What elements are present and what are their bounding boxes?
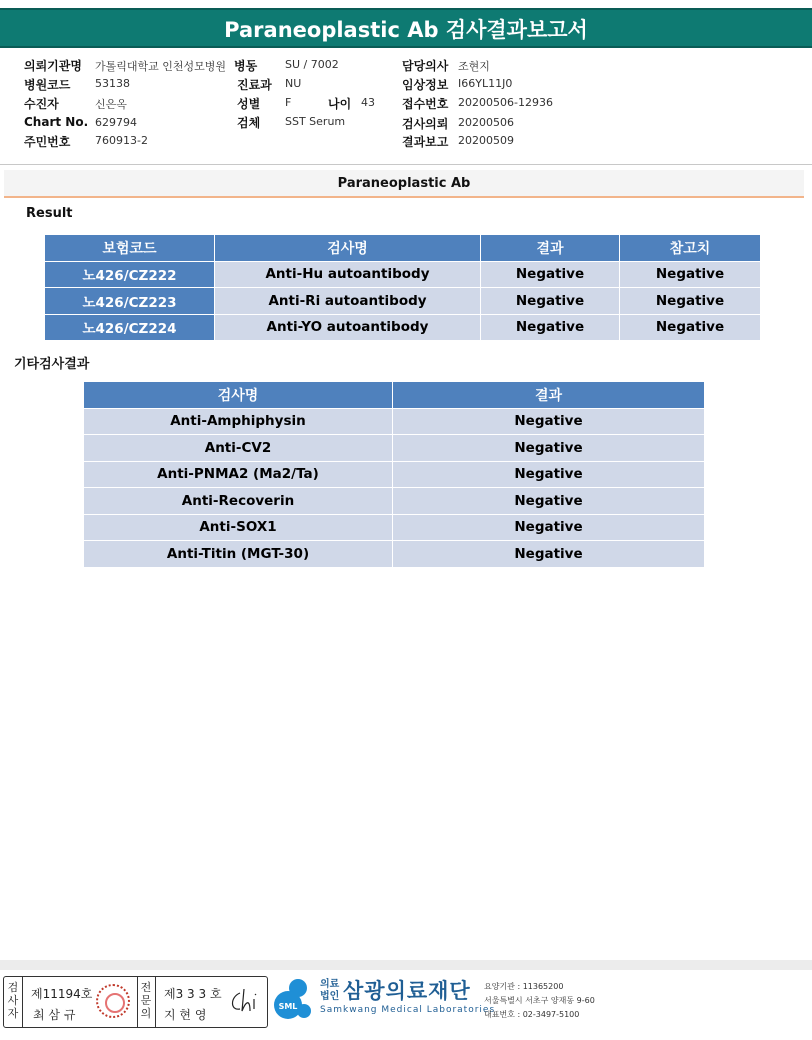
test-name: Anti-Recoverin (84, 488, 393, 515)
table-header-row (84, 382, 705, 409)
examiner-name: 최 삼 규 (33, 1008, 76, 1022)
test-name: Anti-Amphiphysin (84, 408, 393, 435)
age-value: 43 (361, 96, 375, 109)
test-result: Negative (393, 488, 705, 515)
hospital-code-label: 병원코드 (24, 78, 71, 92)
column-header: 검사명 (215, 235, 481, 262)
test-result: Negative (393, 541, 705, 568)
reference-value: Negative (620, 314, 761, 341)
divider (0, 164, 812, 165)
test-result: Negative (393, 435, 705, 462)
table-row (84, 408, 705, 435)
table-row (84, 541, 705, 568)
test-name: Anti-SOX1 (84, 514, 393, 541)
doctor-value: 조현지 (458, 60, 490, 73)
table-row (45, 288, 761, 315)
test-result: Negative (481, 314, 620, 341)
table-row (45, 261, 761, 288)
institution-value: 가톨릭대학교 인천성모병원 (95, 60, 227, 73)
divider (22, 977, 23, 1027)
test-result: Negative (393, 461, 705, 488)
column-header: 결과 (481, 235, 620, 262)
report-date-value: 20200509 (458, 134, 514, 147)
column-header: 참고치 (620, 235, 761, 262)
lab-phone: 대표번호 : 02-3497-5100 (484, 1010, 580, 1019)
patient-value: 신은옥 (95, 98, 127, 111)
sex-label: 성별 (237, 97, 261, 111)
column-header: 결과 (393, 382, 705, 409)
institution-number: 요양기관 : 11365200 (484, 982, 564, 991)
divider (137, 977, 138, 1027)
divider (155, 977, 156, 1027)
resident-label: 주민번호 (24, 135, 71, 149)
ward-value: SU / 7002 (285, 58, 339, 71)
specialist-label-text: 전문의 (140, 981, 152, 1020)
table-row (84, 461, 705, 488)
other-results-table (83, 381, 705, 568)
insurance-code: 노426/CZ223 (45, 288, 215, 315)
lab-address: 서울특별시 서초구 양재동 9-60 (484, 996, 595, 1005)
receipt-value: 20200506-12936 (458, 96, 553, 109)
test-result: Negative (481, 261, 620, 288)
insurance-code: 노426/CZ224 (45, 314, 215, 341)
specimen-value: SST Serum (285, 115, 346, 128)
examiner-label (6, 981, 20, 1020)
org-name: 삼광의료재단 (343, 979, 471, 1003)
request-date-value: 20200506 (458, 116, 514, 129)
department-value: NU (285, 77, 302, 90)
test-name: Anti-Ri autoantibody (215, 288, 481, 315)
table-row (84, 514, 705, 541)
column-header: 검사명 (84, 382, 393, 409)
specialist-label (139, 981, 153, 1020)
signature-box (3, 976, 268, 1028)
age-label: 나이 (328, 97, 352, 111)
org-english-name: Samkwang Medical Laboratories (320, 1005, 496, 1015)
result-heading: Result (26, 206, 73, 221)
test-name: Anti-Hu autoantibody (215, 261, 481, 288)
specialist-name: 지 현 영 (164, 1008, 207, 1022)
patient-info (0, 55, 812, 165)
department-label: 진료과 (237, 78, 272, 92)
seal-stamp (96, 984, 130, 1018)
signature-image (226, 985, 266, 1017)
table-row (84, 435, 705, 462)
logo-abbr: SML (278, 1002, 298, 1011)
chart-value: 629794 (95, 116, 137, 129)
test-name: Anti-YO autoantibody (215, 314, 481, 341)
specialist-license: 제3 3 3 호 (164, 987, 222, 1001)
footer-divider (0, 960, 812, 970)
report-date-label: 결과보고 (402, 135, 449, 149)
examiner-license: 제11194호 (31, 987, 93, 1001)
other-results-heading: 기타검사결과 (14, 357, 90, 372)
receipt-label: 접수번호 (402, 97, 449, 111)
resident-value: 760913-2 (95, 134, 148, 147)
specimen-label: 검체 (237, 116, 261, 130)
test-result: Negative (481, 288, 620, 315)
patient-label: 수진자 (24, 97, 59, 111)
reference-value: Negative (620, 261, 761, 288)
examiner-label-text: 검사자 (7, 981, 19, 1020)
insurance-code: 노426/CZ222 (45, 261, 215, 288)
report-title: Paraneoplastic Ab 검사결과보고서 (0, 8, 812, 48)
table-row (84, 488, 705, 515)
test-name: Anti-Titin (MGT-30) (84, 541, 393, 568)
result-table (44, 234, 761, 341)
doctor-label: 담당의사 (402, 59, 449, 73)
test-name: Anti-PNMA2 (Ma2/Ta) (84, 461, 393, 488)
clinical-info-label: 임상정보 (402, 78, 449, 92)
table-row (45, 314, 761, 341)
hospital-code-value: 53138 (95, 77, 130, 90)
test-result: Negative (393, 514, 705, 541)
chart-label: Chart No. (24, 115, 89, 129)
test-name: Anti-CV2 (84, 435, 393, 462)
sml-logo-icon (272, 977, 316, 1025)
table-header-row (45, 235, 761, 262)
institution-label: 의뢰기관명 (24, 59, 82, 73)
test-result: Negative (393, 408, 705, 435)
clinical-info-value: I66YL11J0 (458, 77, 513, 90)
column-header: 보험코드 (45, 235, 215, 262)
section-title: Paraneoplastic Ab (4, 170, 804, 198)
sex-value: F (285, 96, 292, 109)
request-date-label: 검사의뢰 (402, 117, 449, 131)
org-prefix: 의료 법인 (320, 979, 340, 1002)
reference-value: Negative (620, 288, 761, 315)
ward-label: 병동 (234, 59, 258, 73)
